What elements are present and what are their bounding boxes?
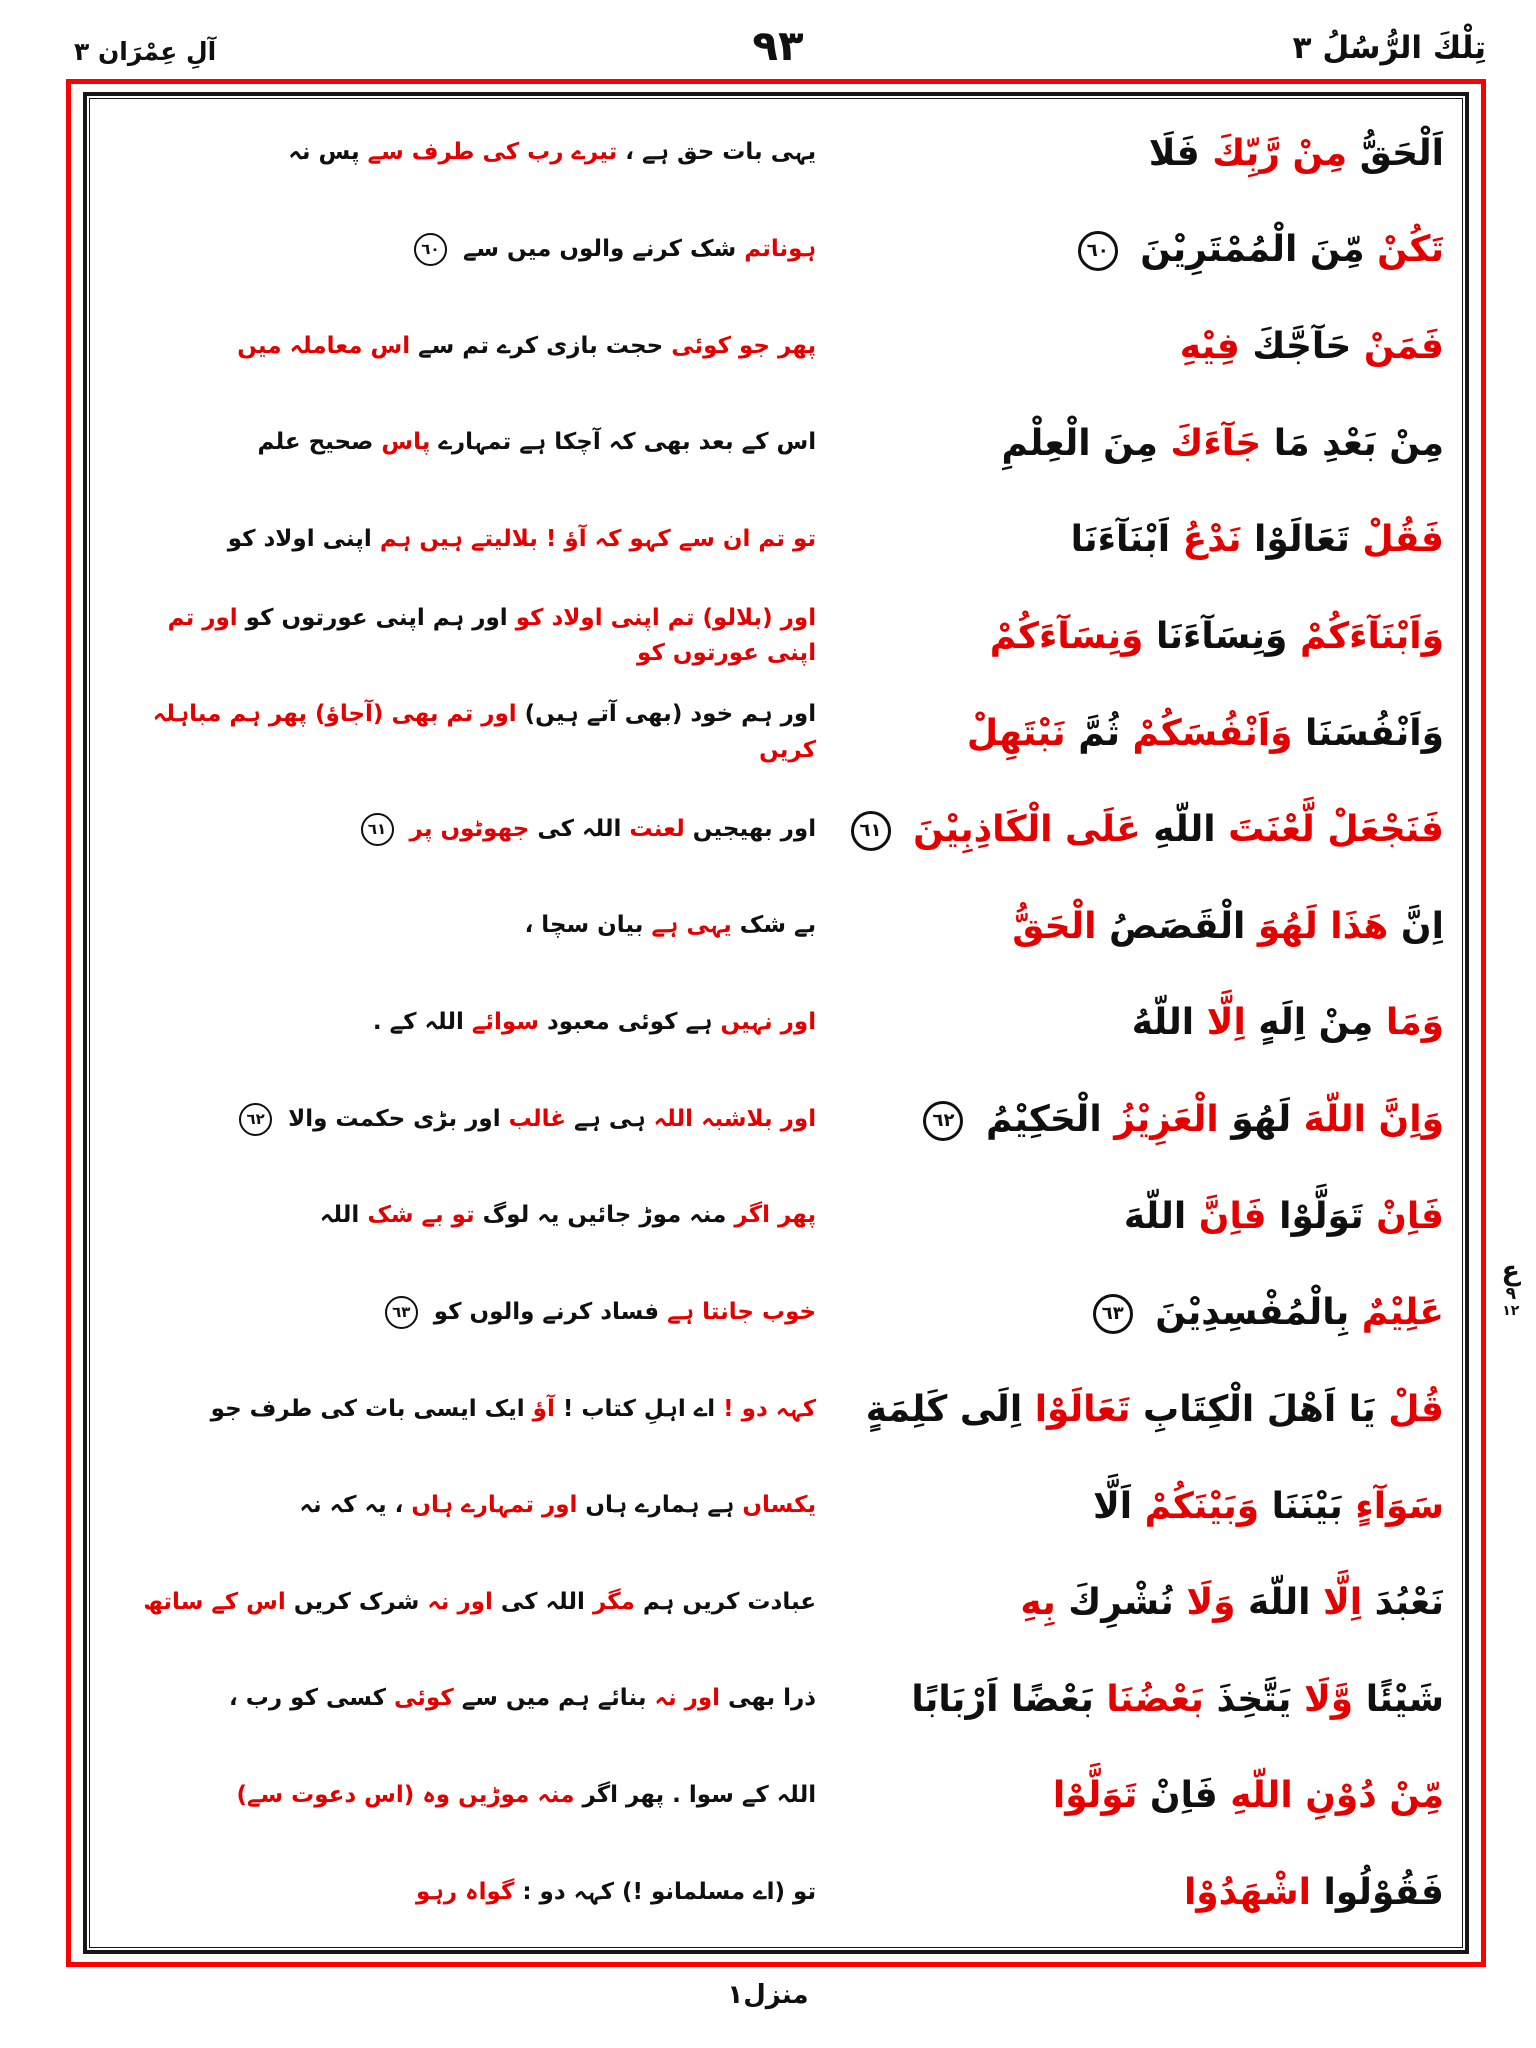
ruku-verse-count: ١٢ xyxy=(1502,1303,1520,1320)
text-segment: يَا اَهْلَ الْكِتَابِ xyxy=(1130,1388,1376,1430)
verse-row xyxy=(108,202,1444,299)
text-segment: اِلَّا xyxy=(1310,1582,1363,1624)
text-segment: وَبَيْنَكُمْ xyxy=(1132,1485,1260,1527)
text-segment: وَلَا xyxy=(1173,1582,1236,1624)
verse-row xyxy=(108,1554,1444,1651)
urdu-translation-line xyxy=(108,522,816,558)
urdu-translation-line xyxy=(108,1198,816,1234)
text-segment: تَكُنْ xyxy=(1364,229,1444,271)
text-segment: وَاِنَّ اللّهَ xyxy=(1291,1099,1444,1141)
urdu-translation-line xyxy=(108,1392,816,1428)
text-segment: سوائے xyxy=(463,1009,539,1036)
text-segment: وَاَنْفُسَنَا xyxy=(1292,712,1444,754)
text-segment: اور نہ xyxy=(419,1588,493,1615)
text-segment: عَلَى الْكَاذِبِيْنَ xyxy=(900,809,1141,851)
text-segment: يَتَّخِذَ xyxy=(1203,1678,1292,1720)
ruku-letter: ع xyxy=(1501,1256,1520,1287)
text-segment: اللّهَ xyxy=(1123,1195,1187,1237)
text-segment: وَّلَا xyxy=(1291,1678,1354,1720)
text-segment: کوئی xyxy=(386,1685,454,1712)
text-segment: اللّهَ xyxy=(1235,1582,1311,1624)
text-segment: شک کرنے والوں میں سے xyxy=(454,236,737,263)
text-segment: عبادت کریں ہم xyxy=(634,1588,817,1615)
urdu-translation-line xyxy=(108,135,816,171)
verse-row xyxy=(108,1168,1444,1265)
text-segment: اور بھیجیں xyxy=(684,815,817,842)
text-segment: اِنَّ xyxy=(1388,905,1444,947)
verse-row xyxy=(108,1844,1444,1941)
text-segment: اشْهَدُوْا xyxy=(1183,1872,1311,1914)
text-segment: فساد کرنے والوں کو xyxy=(425,1298,660,1325)
text-segment: بَيْنَنَا xyxy=(1259,1485,1343,1527)
urdu-translation-line xyxy=(108,232,816,268)
text-segment: گواہ رہو xyxy=(416,1878,515,1905)
verse-row xyxy=(108,105,1444,202)
text-segment: وَمَا xyxy=(1373,1002,1444,1044)
verse-row xyxy=(108,1651,1444,1748)
text-segment: اللہ کے . xyxy=(372,1009,464,1036)
arabic-verse-line xyxy=(816,614,1444,659)
text-segment: اور (بلالو) تم اپنی اولاد کو xyxy=(507,604,817,631)
text-segment: مگر xyxy=(584,1588,635,1615)
urdu-translation-line xyxy=(108,908,816,944)
verse-row xyxy=(108,1361,1444,1458)
text-segment: پھر جو کوئی xyxy=(663,332,817,359)
verse-row xyxy=(108,685,1444,782)
text-segment: وَنِسَآءَنَا xyxy=(1143,615,1288,657)
text-segment: قُلْ xyxy=(1375,1388,1444,1430)
verse-row xyxy=(108,1748,1444,1845)
urdu-translation-line xyxy=(108,1778,816,1814)
text-segment: تَوَلَّوْا xyxy=(1266,1195,1364,1237)
text-segment: شَيْئًا xyxy=(1353,1678,1444,1720)
text-segment: تو تم ان سے کہو کہ آؤ ! بلالیتے ہیں ہم xyxy=(371,525,817,552)
urdu-translation-line xyxy=(108,1875,816,1911)
text-segment: اَلْحَقُّ xyxy=(1347,132,1444,174)
text-segment: کسی کو رب ، xyxy=(229,1685,387,1712)
text-segment: کہہ دو ! xyxy=(715,1395,817,1422)
verse-number-badge: ٦٢ xyxy=(239,1103,272,1136)
arabic-verse-line xyxy=(816,1387,1444,1432)
urdu-translation-line xyxy=(108,697,816,768)
text-segment: جھوٹوں پر xyxy=(401,815,530,842)
urdu-translation-line xyxy=(108,601,816,672)
page-footer xyxy=(0,1980,1536,2010)
text-segment: فَقُلْ xyxy=(1349,519,1444,561)
verses-table xyxy=(108,105,1444,1941)
text-segment: یکساں xyxy=(734,1492,817,1519)
text-segment: اور ہم اپنی عورتوں کو xyxy=(237,604,508,631)
text-segment: اَبْنَآءَنَا xyxy=(1070,519,1171,561)
text-segment: حَآجَّكَ xyxy=(1239,326,1352,368)
text-segment: پس نہ xyxy=(288,139,360,166)
urdu-translation-line xyxy=(108,812,816,848)
text-segment: اللہ کی xyxy=(529,815,622,842)
text-segment: هَذَا لَهُوَ xyxy=(1245,905,1389,947)
arabic-verse-line xyxy=(816,904,1444,949)
text-segment: الْحَقُّ xyxy=(1012,905,1097,947)
verse-number-badge: ٦٠ xyxy=(414,233,447,266)
arabic-verse-line xyxy=(816,517,1444,562)
text-segment: اللہ کی xyxy=(492,1588,585,1615)
arabic-verse-line xyxy=(816,1000,1444,1045)
arabic-verse-line xyxy=(816,1580,1444,1625)
verse-row xyxy=(108,1458,1444,1555)
text-segment: بَعْضُنَا xyxy=(1093,1678,1204,1720)
urdu-translation-line xyxy=(108,1585,816,1621)
text-segment: مِنَ الْعِلْمِ xyxy=(1001,422,1158,464)
urdu-translation-line xyxy=(108,1295,816,1331)
text-segment: فَنَجْعَلْ لَّعْنَتَ xyxy=(1215,809,1444,851)
text-segment: ہے ہمارے ہاں xyxy=(577,1492,735,1519)
text-segment: اور تم بھی (آجاؤ) پھر ہم مباہلہ کریں xyxy=(152,701,817,764)
text-segment: مِّنَ الْمُمْتَرِيْنَ xyxy=(1127,229,1365,271)
text-segment: اللہ xyxy=(319,1202,360,1229)
verse-row xyxy=(108,395,1444,492)
text-segment: سَوَآءٍ xyxy=(1342,1485,1444,1527)
text-segment: اور بڑی حکمت والا xyxy=(280,1105,501,1132)
verse-number-badge: ٦٣ xyxy=(385,1296,418,1329)
text-segment: فَاِنْ xyxy=(1137,1775,1218,1817)
verse-row xyxy=(108,492,1444,589)
verse-number-badge: ٦٢ xyxy=(923,1101,963,1141)
text-segment: اَلَّا xyxy=(1092,1485,1133,1527)
arabic-verse-line xyxy=(816,1773,1444,1818)
arabic-verse-line xyxy=(816,1194,1444,1239)
text-segment: فَقُوْلُوا xyxy=(1310,1872,1444,1914)
verse-number-badge: ٦٠ xyxy=(1078,231,1118,271)
ruku-number: ٩ xyxy=(1505,1284,1516,1305)
surah-title: آلِ عِمْرَان ٣ xyxy=(74,37,217,66)
page-frame-thin xyxy=(89,98,1463,1948)
text-segment: لَهُوَ xyxy=(1218,1099,1292,1141)
page-frame-black xyxy=(83,92,1469,1954)
arabic-verse-line xyxy=(816,227,1444,272)
verse-number-badge: ٦١ xyxy=(361,813,394,846)
text-segment: ہوناتم xyxy=(736,236,817,263)
verse-row xyxy=(108,781,1444,878)
text-segment: تَعَالَوْا xyxy=(1022,1388,1131,1430)
arabic-verse-line xyxy=(816,1677,1444,1722)
text-segment: بِالْمُفْسِدِيْنَ xyxy=(1142,1292,1350,1334)
urdu-translation-line xyxy=(108,425,816,461)
verse-row xyxy=(108,588,1444,685)
text-segment: بنائے ہم میں سے xyxy=(453,1685,647,1712)
text-segment: ہے کوئی معبود xyxy=(538,1009,713,1036)
text-segment: نَبْتَهِلْ xyxy=(966,712,1066,754)
verse-row xyxy=(108,878,1444,975)
text-segment: اور ہم خود (بھی آتے ہیں) xyxy=(516,701,817,728)
text-segment: اے اہلِ کتاب ! xyxy=(554,1395,716,1422)
text-segment: اس کے بعد بھی کہ آچکا ہے تمہارے xyxy=(430,429,817,456)
verse-row xyxy=(108,975,1444,1072)
text-segment: الْحَكِيْمُ xyxy=(973,1099,1102,1141)
page-frame-red xyxy=(66,79,1486,1967)
verse-number-badge: ٦١ xyxy=(851,811,891,851)
verse-number-badge: ٦٣ xyxy=(1093,1294,1133,1334)
text-segment: ایک ایسی بات کی طرف جو xyxy=(210,1395,525,1422)
arabic-verse-line xyxy=(816,324,1444,369)
text-segment: فَاِنَّ xyxy=(1186,1195,1267,1237)
text-segment: اِلَّا xyxy=(1194,1002,1246,1044)
text-segment: الْقَصَصُ xyxy=(1096,905,1246,947)
text-segment: فَاِنْ xyxy=(1363,1195,1444,1237)
text-segment: بَعْضًا اَرْبَابًا xyxy=(911,1678,1094,1720)
page-number: ٩٣ xyxy=(752,21,804,70)
urdu-translation-line xyxy=(108,1681,816,1717)
text-segment: یہی بات حق ہے ، xyxy=(617,139,817,166)
text-segment: حجت بازی کرے تم سے xyxy=(410,332,664,359)
urdu-translation-line xyxy=(108,1102,816,1138)
verse-row xyxy=(108,298,1444,395)
text-segment: مِّنْ دُوْنِ اللّهِ xyxy=(1217,1775,1444,1817)
text-segment: ، یہ کہ نہ xyxy=(299,1492,404,1519)
text-segment: ثُمَّ xyxy=(1065,712,1120,754)
arabic-verse-line xyxy=(816,711,1444,756)
text-segment: منہ موڑ جائیں یہ لوگ xyxy=(474,1202,727,1229)
text-segment: یہی ہے xyxy=(643,912,732,939)
text-segment: اور نہیں xyxy=(712,1009,817,1036)
text-segment: لعنت xyxy=(621,815,685,842)
text-segment: شرک کریں xyxy=(285,1588,420,1615)
text-segment: منہ موڑیں وہ (اس دعوت سے) xyxy=(236,1782,575,1809)
juz-title: تِلْكَ الرُّسُلُ ٣ xyxy=(1292,30,1486,66)
text-segment: اور تم اپنی عورتوں کو xyxy=(167,604,817,667)
text-segment: تَعَالَوْا xyxy=(1241,519,1350,561)
text-segment: صحیح علم xyxy=(257,429,374,456)
text-segment: وَاَنْفُسَكُمْ xyxy=(1119,712,1293,754)
urdu-translation-line xyxy=(108,329,816,365)
text-segment: الْعَزِيْزُ xyxy=(1101,1099,1219,1141)
text-segment: مِنْ رَّبِّكَ xyxy=(1199,132,1348,174)
text-segment: اِلَى كَلِمَةٍ xyxy=(865,1388,1023,1430)
text-segment: بیان سچا ، xyxy=(524,912,644,939)
text-segment: آؤ xyxy=(524,1395,555,1422)
arabic-verse-line xyxy=(816,1290,1444,1335)
text-segment: نَدْعُ xyxy=(1170,519,1242,561)
arabic-verse-line xyxy=(816,1097,1444,1142)
text-segment: ہی ہے xyxy=(565,1105,646,1132)
text-segment: اور بلاشبہ اللہ xyxy=(645,1105,817,1132)
urdu-translation-line xyxy=(108,1488,816,1524)
text-segment: وَاَبْنَآءَكُمْ xyxy=(1287,615,1444,657)
verse-row xyxy=(108,1265,1444,1362)
page-header xyxy=(66,8,1490,70)
arabic-verse-line xyxy=(816,421,1444,466)
text-segment: اللہ کے سوا . پھر اگر xyxy=(574,1782,817,1809)
arabic-verse-line xyxy=(816,1484,1444,1529)
text-segment: پاس xyxy=(373,429,431,456)
text-segment: اس کے ساتھ xyxy=(143,1588,286,1615)
text-segment: تو (اے مسلمانو !) کہہ دو : xyxy=(514,1878,817,1905)
text-segment: بے شک xyxy=(731,912,817,939)
arabic-verse-line xyxy=(816,131,1444,176)
text-segment: نَعْبُدَ xyxy=(1362,1582,1444,1624)
text-segment: اللّهِ xyxy=(1140,809,1216,851)
text-segment: اپنی اولاد کو xyxy=(227,525,372,552)
arabic-verse-line xyxy=(816,807,1444,852)
manzil-label: منزل١ xyxy=(727,1980,809,2010)
text-segment: اللّهُ xyxy=(1131,1002,1195,1044)
text-segment: اس معاملہ میں xyxy=(237,332,411,359)
verse-row xyxy=(108,1071,1444,1168)
text-segment: اور نہ xyxy=(646,1685,721,1712)
text-segment: وَنِسَآءَكُمْ xyxy=(989,615,1144,657)
text-segment: فِيْهِ xyxy=(1179,326,1240,368)
text-segment: پھر اگر xyxy=(726,1202,817,1229)
text-segment: عَلِيْمٌ xyxy=(1349,1292,1444,1334)
text-segment: اور تمہارے ہاں xyxy=(403,1492,578,1519)
text-segment: نُشْرِكَ xyxy=(1055,1582,1174,1624)
text-segment: تَوَلَّوْا xyxy=(1052,1775,1138,1817)
text-segment: تو بے شک xyxy=(359,1202,475,1229)
text-segment: جَآءَكَ xyxy=(1157,422,1262,464)
ruku-margin-marker xyxy=(1502,1258,1520,1319)
text-segment: فَمَنْ xyxy=(1351,326,1444,368)
text-segment: خوب جانتا ہے xyxy=(659,1298,817,1325)
text-segment: فَلَا xyxy=(1148,132,1200,174)
urdu-translation-line xyxy=(108,1005,816,1041)
arabic-verse-line xyxy=(816,1870,1444,1915)
text-segment: بِهِ xyxy=(1020,1582,1056,1624)
text-segment: مِنْ اِلَهٍ xyxy=(1245,1002,1374,1044)
text-segment: مِنْ بَعْدِ مَا xyxy=(1261,422,1444,464)
text-segment: غالب xyxy=(500,1105,566,1132)
text-segment: تیرے رب کی طرف سے xyxy=(359,139,618,166)
text-segment: ذرا بھی xyxy=(720,1685,817,1712)
